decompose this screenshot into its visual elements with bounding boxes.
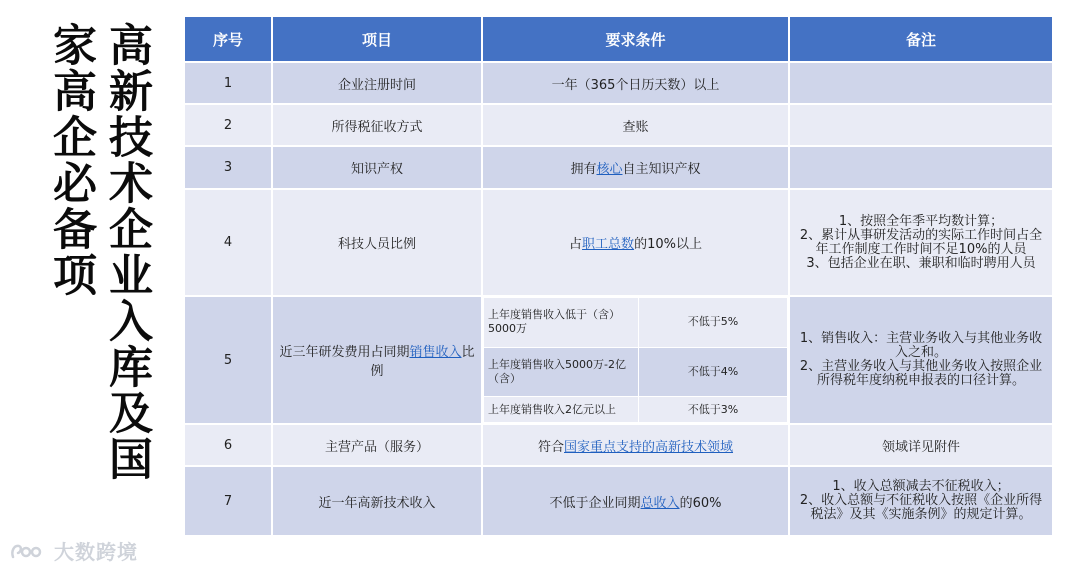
row-note	[790, 63, 1054, 105]
row-note: 1、按照全年季平均数计算； 2、累计从事研发活动的实际工作时间占全年工作制度工作时间不足10%的人员 3、包括企业在职、兼职和临时聘用人员	[790, 190, 1054, 297]
logo-icon	[10, 541, 48, 561]
row-no: 1	[185, 63, 273, 105]
rd-ratio-subtable	[483, 297, 788, 423]
total-staff-link[interactable]: 职工总数	[582, 237, 635, 252]
value-cell: 不低于4%	[639, 347, 788, 397]
value-cell: 不低于5%	[639, 298, 788, 348]
row-note: 1、销售收入：主营业务收入与其他业务收入之和。 2、主营业务收入与其他业务收入按照企业所得税年度纳税申报表的口径计算。	[790, 297, 1054, 425]
row-no: 4	[185, 190, 273, 297]
table-row	[185, 425, 1054, 467]
row-requirement: 查账	[483, 105, 790, 147]
table-row	[185, 467, 1054, 537]
table-row	[185, 105, 1054, 147]
row-note	[790, 147, 1054, 190]
requirements-table	[185, 17, 1054, 537]
row-no: 3	[185, 147, 273, 190]
logo-text: 大数跨境	[54, 540, 138, 564]
row-requirement: 占职工总数的10%以上	[483, 190, 790, 297]
row-no: 5	[185, 297, 273, 425]
condition-cell: 上年度销售收入2亿元以上	[484, 397, 639, 423]
row-item: 知识产权	[273, 147, 483, 190]
row-no: 7	[185, 467, 273, 537]
row-requirement: 符合国家重点支持的高新技术领域	[483, 425, 790, 467]
row-requirement: 不低于企业同期总收入的60%	[483, 467, 790, 537]
header-requirement: 要求条件	[483, 17, 790, 63]
row-item: 科技人员比例	[273, 190, 483, 297]
table-header-row	[185, 17, 1054, 63]
header-item: 项目	[273, 17, 483, 63]
row-requirement: 一年（365个日历天数）以上	[483, 63, 790, 105]
core-ip-link[interactable]: 核心	[596, 162, 623, 177]
row-item: 企业注册时间	[273, 63, 483, 105]
title-line-1: 高新技术企业入库及国	[101, 22, 152, 482]
condition-cell: 上年度销售收入低于（含）5000万	[484, 298, 639, 348]
subtable-row	[484, 397, 788, 423]
header-note: 备注	[790, 17, 1054, 63]
key-tech-fields-link[interactable]: 国家重点支持的高新技术领域	[564, 439, 734, 455]
row-item: 近三年研发费用占同期销售收入比例	[273, 297, 483, 425]
row-requirement: 拥有核心自主知识产权	[483, 147, 790, 190]
table-row	[185, 297, 1054, 425]
value-cell: 不低于3%	[639, 397, 788, 423]
row-item: 主营产品（服务）	[273, 425, 483, 467]
subtable-row	[484, 347, 788, 397]
row-no: 6	[185, 425, 273, 467]
row-note: 1、收入总额减去不征税收入； 2、收入总额与不征税收入按照《企业所得税法》及其《实施条例》的规定计算。	[790, 467, 1054, 537]
total-revenue-link[interactable]: 总收入	[640, 495, 680, 511]
row-requirement	[483, 297, 790, 425]
table-row	[185, 147, 1054, 190]
condition-cell: 上年度销售收入5000万-2亿（含）	[484, 347, 639, 397]
header-no: 序号	[185, 17, 273, 63]
row-item: 近一年高新技术收入	[273, 467, 483, 537]
title-line-2: 家高企必备项	[45, 22, 96, 298]
row-no: 2	[185, 105, 273, 147]
sales-revenue-link[interactable]: 销售收入	[409, 345, 462, 360]
row-item: 所得税征收方式	[273, 105, 483, 147]
subtable-row	[484, 298, 788, 348]
table-row	[185, 63, 1054, 105]
row-note	[790, 105, 1054, 147]
watermark-logo	[10, 536, 138, 565]
row-note: 领域详见附件	[790, 425, 1054, 467]
table-row	[185, 190, 1054, 297]
